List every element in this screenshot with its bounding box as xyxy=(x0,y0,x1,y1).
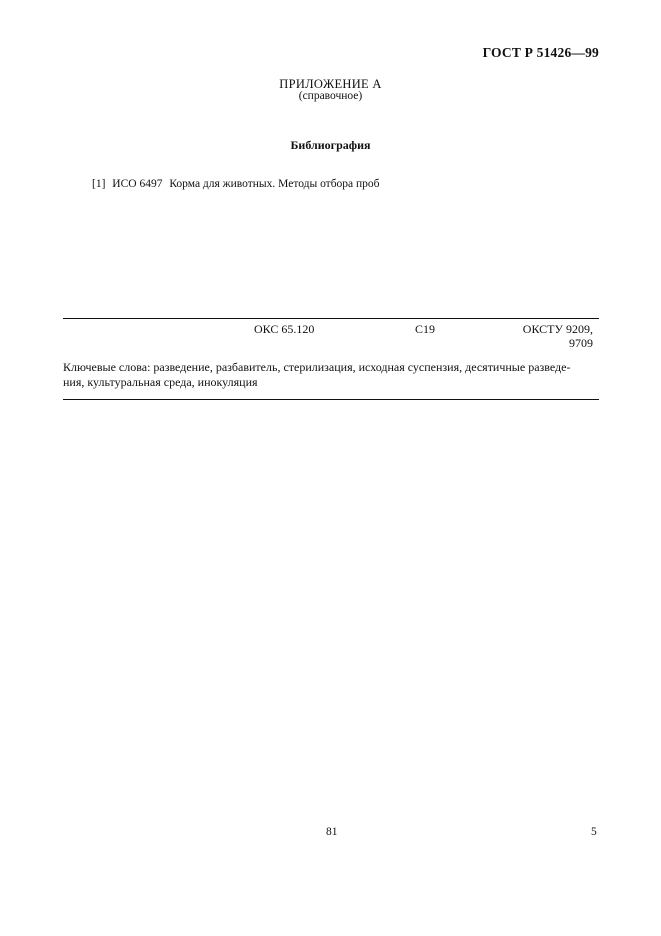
divider-bottom xyxy=(63,399,599,400)
page-number: 81 xyxy=(326,826,338,838)
standard-code: ГОСТ Р 51426—99 xyxy=(482,45,599,60)
group-code: С19 xyxy=(415,322,436,336)
oks-code: ОКС 65.120 xyxy=(254,322,315,336)
annex-subtitle: (справочное) xyxy=(298,90,363,102)
keywords-line-1: Ключевые слова: разведение, разбавитель, стерилизация, исходная суспензия, десятичные разведе- xyxy=(63,360,571,374)
okstu-line-2: 9709 xyxy=(569,336,593,350)
bibliography-entry xyxy=(92,178,384,190)
divider-top xyxy=(63,318,599,319)
sheet-number: 5 xyxy=(591,826,597,838)
keywords-line-2: ния, культуральная среда, инокуляция xyxy=(63,375,258,389)
annex-title: ПРИЛОЖЕНИЕ А xyxy=(279,77,382,91)
okstu-code xyxy=(523,322,593,350)
keywords xyxy=(63,360,599,390)
entry-code: ИСО 6497 xyxy=(112,178,163,190)
okstu-line-1: ОКСТУ 9209, xyxy=(522,322,593,336)
entry-number: [1] xyxy=(92,178,106,190)
entry-title: Корма для животных. Методы отбора проб xyxy=(169,178,380,190)
bibliography-heading: Библиография xyxy=(290,138,371,152)
classification-row xyxy=(63,322,599,352)
